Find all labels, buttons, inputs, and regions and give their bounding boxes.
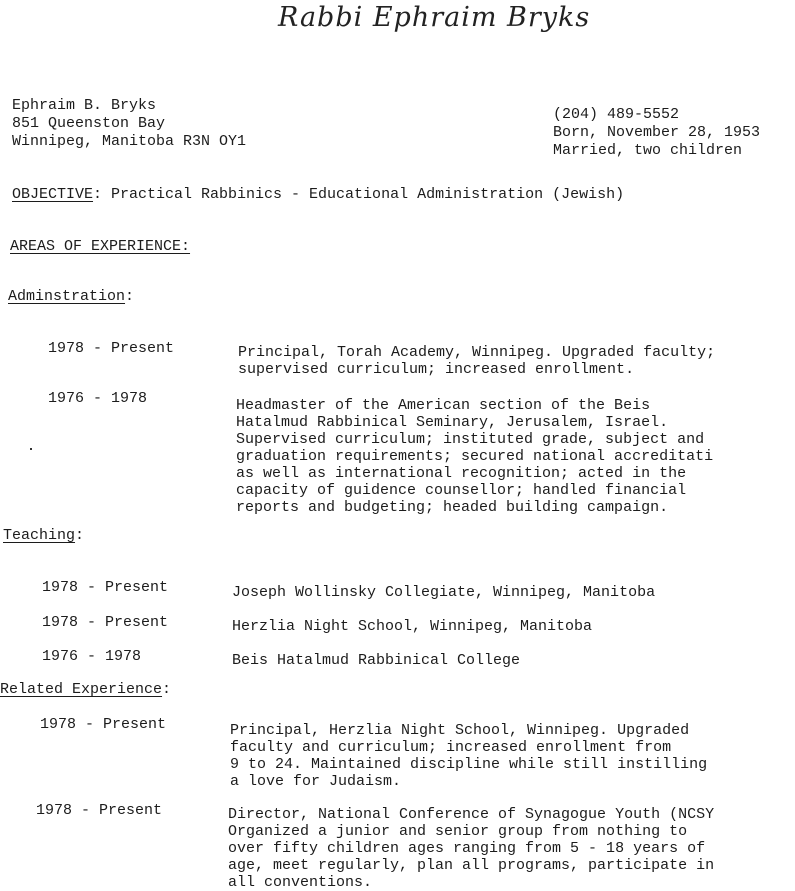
page-title: Rabbi Ephraim Bryks bbox=[278, 2, 591, 33]
address-block bbox=[12, 97, 246, 151]
entry-description: Beis Hatalmud Rabbinical College bbox=[232, 652, 521, 669]
applicant-name: Ephraim B. Bryks bbox=[12, 97, 157, 114]
objective-text: : Practical Rabbinics - Educational Administration (Jewish) bbox=[93, 186, 625, 203]
entry-date: 1978 - Present bbox=[36, 802, 163, 819]
entry-date: 1978 - Present bbox=[48, 340, 175, 357]
entry-description: Principal, Torah Academy, Winnipeg. Upgraded faculty; supervised curriculum; increased enrollment. bbox=[238, 344, 716, 378]
entry-description: Principal, Herzlia Night School, Winnipeg. Upgraded faculty and curriculum; increased enrollment from 9 to 24. Maintained discipline while still instilling a love for Judaism. bbox=[230, 722, 708, 790]
entry-date: 1978 - Present bbox=[42, 579, 169, 596]
related-heading: Related Experience: bbox=[0, 681, 172, 698]
entry-description: Director, National Conference of Synagogue Youth (NCSY Organized a junior and senior group from nothing to over fifty children ages ranging from 5 - 18 years of age, meet regularly, plan all programs, participate in all conventions. bbox=[228, 806, 715, 891]
contact-block bbox=[553, 106, 760, 160]
teaching-heading: Teaching: bbox=[3, 527, 85, 544]
entry-description: Joseph Wollinsky Collegiate, Winnipeg, Manitoba bbox=[232, 584, 656, 601]
administration-heading: Adminstration: bbox=[8, 288, 135, 305]
entry-date: 1978 - Present bbox=[40, 716, 167, 733]
entry-date: 1976 - 1978 bbox=[48, 390, 148, 407]
areas-heading: AREAS OF EXPERIENCE: bbox=[10, 238, 191, 255]
entry-date: 1976 - 1978 bbox=[42, 648, 142, 665]
family-status: Married, two children bbox=[553, 142, 743, 159]
objective-label: OBJECTIVE bbox=[12, 186, 94, 203]
birth-date: Born, November 28, 1953 bbox=[553, 124, 761, 141]
phone-number: (204) 489-5552 bbox=[553, 106, 680, 123]
stray-mark bbox=[30, 448, 32, 450]
entry-date: 1978 - Present bbox=[42, 614, 169, 631]
city-address: Winnipeg, Manitoba R3N OY1 bbox=[12, 133, 247, 150]
objective-line bbox=[12, 186, 624, 203]
entry-description: Headmaster of the American section of the Beis Hatalmud Rabbinical Seminary, Jerusalem, Israel. Supervised curriculum; instituted grade, subject and graduation requirements; secured national accreditati as well as international recognition; acted in the capacity of guidence counsellor; handled financial reports and budgeting; headed building campaign. bbox=[236, 397, 714, 516]
entry-description: Herzlia Night School, Winnipeg, Manitoba bbox=[232, 618, 593, 635]
street-address: 851 Queenston Bay bbox=[12, 115, 166, 132]
